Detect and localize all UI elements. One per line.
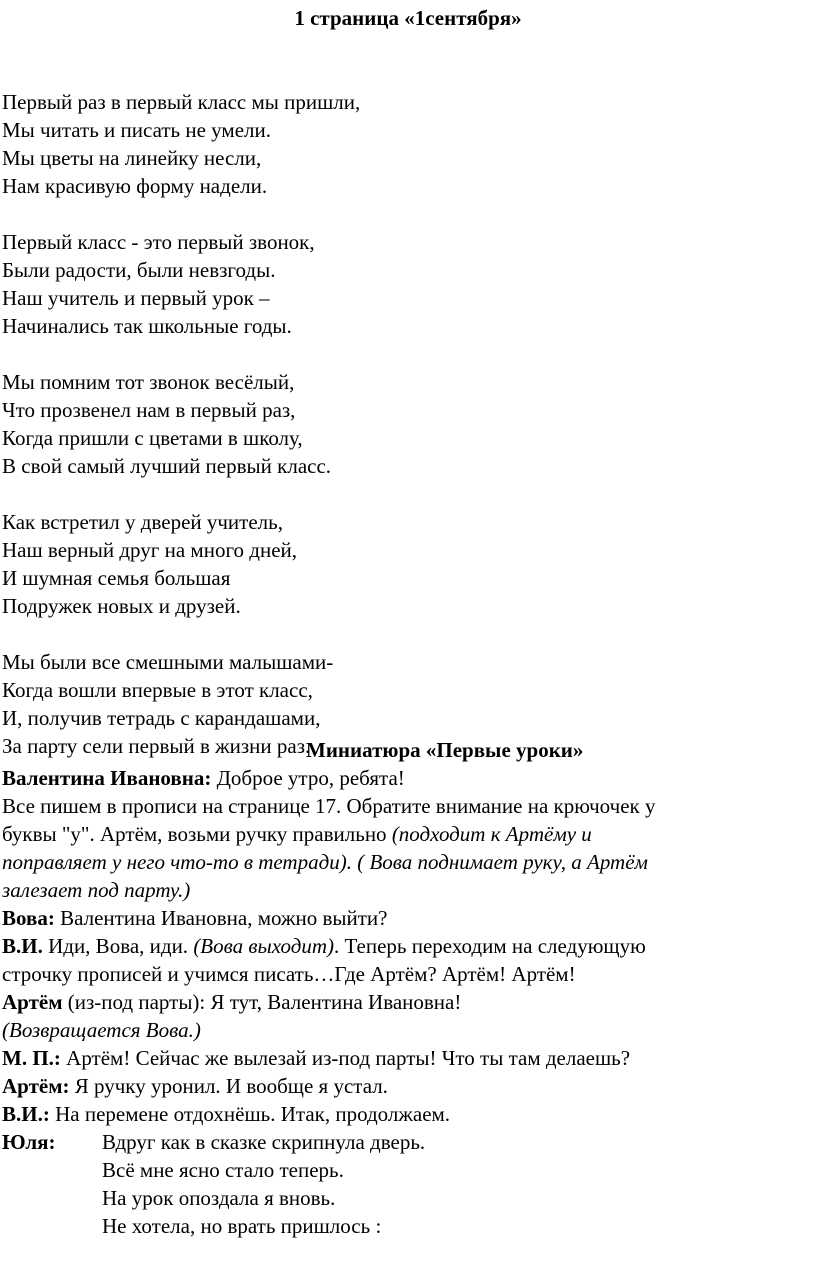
verse-lines — [102, 1128, 802, 1240]
dialogue-text: Я ручку уронил. И вообще я устал. — [69, 1074, 388, 1098]
speaker-name: Артём: — [2, 1074, 70, 1098]
stage-direction: (подходит к Артёму и — [391, 822, 592, 846]
poem-line: Подружек новых и друзей. — [2, 594, 241, 618]
dialogue-line — [2, 1044, 802, 1072]
page-title: 1 страница «1сентября» — [294, 6, 522, 30]
poem-line: Мы читать и писать не умели. — [2, 118, 271, 142]
verse-line: Вдруг как в сказке скрипнула дверь. — [102, 1130, 426, 1154]
poem-line: Наш учитель и первый урок – — [2, 286, 270, 310]
speaker-name: В.И. — [2, 934, 43, 958]
poem-line: В свой самый лучший первый класс. — [2, 454, 332, 478]
poem-line: Первый класс - это первый звонок, — [2, 230, 315, 254]
poem-line: За парту сели первый в жизни раз. — [2, 734, 311, 758]
dialogue-line — [2, 764, 802, 792]
poem-line: Когда вошли впервые в этот класс, — [2, 678, 313, 702]
dialogue-line — [2, 988, 802, 1016]
poem-stanza-4 — [2, 508, 360, 620]
speaker-name: М. П.: — [2, 1046, 61, 1070]
poem-stanza-1 — [2, 88, 360, 200]
stage-direction: поправляет у него что-то в тетради). ( Вова поднимает руку, а Артём — [2, 850, 648, 874]
section-heading: Миниатюра «Первые уроки» — [306, 738, 584, 762]
verse-line: Всё мне ясно стало теперь. — [102, 1158, 344, 1182]
dialogue-text: строчку прописей и учимся писать…Где Артём? Артём! Артём! — [2, 962, 576, 986]
dialogue-text: буквы "у". Артём, возьми ручку правильно — [2, 822, 392, 846]
speaker-name: Валентина Ивановна: — [2, 766, 212, 790]
poem-line: Мы цветы на линейку несли, — [2, 146, 262, 170]
poem-line: Мы помним тот звонок весёлый, — [2, 370, 295, 394]
poem — [2, 88, 360, 760]
dialogue-text: Все пишем в прописи на странице 17. Обратите внимание на крючочек у — [2, 794, 656, 818]
speaker-name: Артём — [2, 990, 63, 1014]
speaker-name: В.И.: — [2, 1102, 50, 1126]
poem-line: Как встретил у дверей учитель, — [2, 510, 283, 534]
dialogue-text: . Теперь переходим на следующую — [334, 934, 646, 958]
dialogue-line — [2, 1072, 802, 1100]
speaker-name: Вова: — [2, 906, 55, 930]
poem-line: Нам красивую форму надели. — [2, 174, 268, 198]
play-script — [2, 764, 802, 1240]
dialogue-line — [2, 904, 802, 932]
dialogue-paragraph — [2, 792, 802, 904]
stage-direction-line — [2, 1016, 802, 1044]
verse-dialogue — [2, 1128, 802, 1240]
verse-line: Не хотела, но врать пришлось : — [102, 1214, 382, 1238]
poem-line: И, получив тетрадь с карандашами, — [2, 706, 321, 730]
poem-stanza-2 — [2, 228, 360, 340]
stage-direction: залезает под парту.) — [2, 878, 191, 902]
poem-line: Первый раз в первый класс мы пришли, — [2, 90, 361, 114]
stage-direction: (Возвращается Вова.) — [2, 1018, 201, 1042]
dialogue-line — [2, 1100, 802, 1128]
dialogue-text: Доброе утро, ребята! — [211, 766, 405, 790]
dialogue-paragraph — [2, 932, 802, 988]
poem-stanza-3 — [2, 368, 360, 480]
dialogue-text: Иди, Вова, иди. — [42, 934, 194, 958]
dialogue-text: (из-под парты): Я тут, Валентина Ивановна! — [62, 990, 462, 1014]
speaker-name: Юля: — [2, 1130, 56, 1154]
dialogue-text: На перемене отдохнёшь. Итак, продолжаем. — [49, 1102, 451, 1126]
poem-line: Мы были все смешными малышами- — [2, 650, 334, 674]
dialogue-text: Артём! Сейчас же вылезай из-под парты! Что ты там делаешь? — [60, 1046, 631, 1070]
poem-line: Наш верный друг на много дней, — [2, 538, 298, 562]
verse-line: На урок опоздала я вновь. — [102, 1186, 336, 1210]
poem-line: Что прозвенел нам в первый раз, — [2, 398, 296, 422]
poem-line: Были радости, были невзгоды. — [2, 258, 276, 282]
stage-direction: (Вова выходит) — [193, 934, 334, 958]
poem-line: Начинались так школьные годы. — [2, 314, 292, 338]
dialogue-text: Валентина Ивановна, можно выйти? — [54, 906, 388, 930]
poem-line: Когда пришли с цветами в школу, — [2, 426, 303, 450]
poem-line: И шумная семья большая — [2, 566, 231, 590]
